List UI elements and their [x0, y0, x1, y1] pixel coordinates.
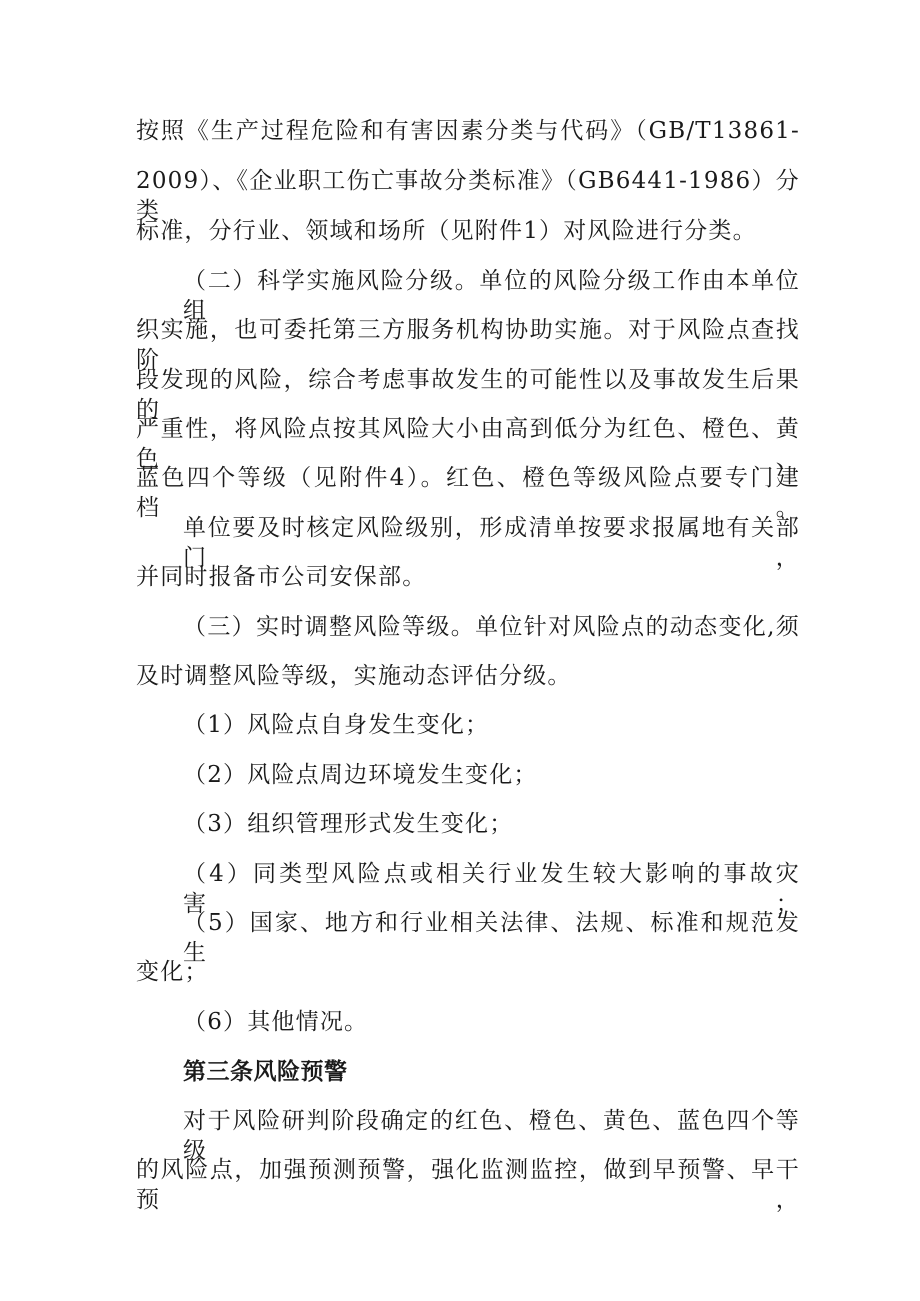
paragraph-line: 对于风险研判阶段确定的红色、橙色、黄色、蓝色四个等级 [183, 1108, 800, 1164]
paragraph-line: 按照《生产过程危险和有害因素分类与代码》（GB/T13861- [136, 118, 800, 144]
paragraph-line: 段发现的风险，综合考虑事故发生的可能性以及事故发生后果的 [136, 367, 800, 423]
list-item: （3）组织管理形式发生变化； [183, 811, 514, 837]
paragraph-line: 2009）、《企业职工伤亡事故分类标准》（GB6441-1986）分类 [136, 168, 800, 224]
list-item: （2）风险点周边环境发生变化； [183, 762, 538, 788]
list-item-continuation: 变化； [136, 959, 209, 985]
list-item: （6）其他情况。 [183, 1009, 369, 1035]
paragraph-line: 蓝色四个等级（见附件4）。红色、橙色等级风险点要专门建档。 [136, 465, 800, 521]
paragraph-line: 严重性，将风险点按其风险大小由高到低分为红色、橙色、黄色、 [136, 416, 800, 472]
list-item: （4）同类型风险点或相关行业发生较大影响的事故灾害； [183, 861, 800, 917]
section-heading: 第三条风险预警 [183, 1059, 348, 1085]
paragraph-line: （三）实时调整风险等级。单位针对风险点的动态变化,须 [183, 614, 800, 640]
paragraph-line: 单位要及时核定风险级别，形成清单按要求报属地有关部门， [183, 515, 800, 571]
paragraph-line: （二）科学实施风险分级。单位的风险分级工作由本单位组 [183, 268, 800, 324]
paragraph-line: 及时调整风险等级，实施动态评估分级。 [136, 663, 572, 689]
paragraph-line: 的风险点，加强预测预警，强化监测监控，做到早预警、早干预， [136, 1157, 800, 1213]
paragraph-line: 织实施，也可委托第三方服务机构协助实施。对于风险点查找阶 [136, 317, 800, 373]
paragraph-line: 标准，分行业、领域和场所（见附件1）对风险进行分类。 [136, 218, 757, 244]
list-item: （1）风险点自身发生变化； [183, 712, 490, 738]
paragraph-line: 并同时报备市公司安保部。 [136, 564, 427, 590]
list-item: （5）国家、地方和行业相关法律、法规、标准和规范发生 [183, 910, 800, 966]
